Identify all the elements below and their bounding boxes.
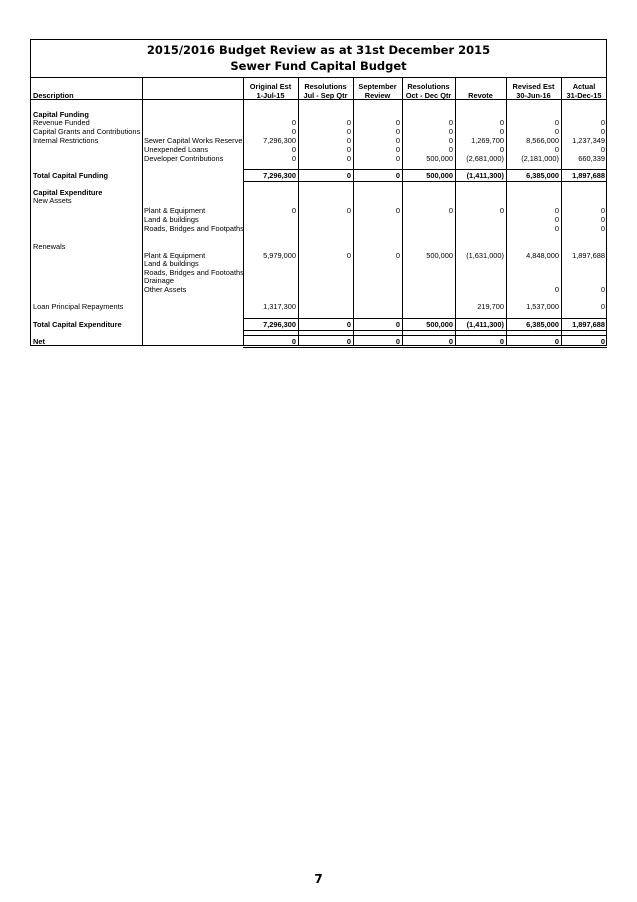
value-cell: 0	[346, 136, 351, 145]
value-cell: 0	[448, 118, 453, 127]
budget-table	[30, 39, 607, 346]
value-cell: 0	[395, 118, 400, 127]
value-cell: (1,411,300)	[466, 320, 504, 329]
value-cell: 0	[346, 127, 351, 136]
value-cell: 1,897,688	[572, 171, 605, 180]
value-cell: 0	[395, 171, 400, 180]
value-cell: 1,269,700	[471, 136, 504, 145]
value-cell: 1,237,349	[572, 136, 605, 145]
value-cell: 0	[554, 215, 559, 224]
value-cell: 0	[448, 337, 453, 346]
column-header: 30-Jun-16	[516, 91, 551, 100]
value-cell: 0	[600, 206, 605, 215]
title-line-1: 2015/2016 Budget Review as at 31st December 2015	[146, 43, 491, 57]
row-label: New Assets	[33, 196, 72, 205]
value-cell: 0	[395, 145, 400, 154]
value-cell: 0	[395, 136, 400, 145]
value-cell: 0	[499, 127, 504, 136]
column-header: Original Est	[249, 82, 292, 91]
row-sublabel: Plant & Equipment	[144, 251, 206, 260]
value-cell: 0	[291, 154, 296, 163]
value-cell: 0	[346, 320, 351, 329]
value-cell: 0	[346, 171, 351, 180]
value-cell: 0	[346, 154, 351, 163]
value-cell: 0	[499, 206, 504, 215]
row-label: Total Capital Funding	[33, 171, 108, 180]
column-header: Revised Est	[512, 82, 555, 91]
column-header: Oct - Dec Qtr	[405, 91, 452, 100]
value-cell: 5,979,000	[263, 251, 296, 260]
row-label: Loan Principal Repayments	[33, 302, 124, 311]
column-header: Resolutions	[304, 82, 347, 91]
value-cell: 0	[600, 224, 605, 233]
value-cell: 0	[554, 206, 559, 215]
value-cell: 0	[600, 337, 605, 346]
value-cell: 0	[395, 154, 400, 163]
row-sublabel: Roads, Bridges and Footpaths	[144, 224, 244, 233]
value-cell: 0	[291, 145, 296, 154]
value-cell: 8,566,000	[526, 136, 559, 145]
value-cell: 7,296,300	[263, 320, 296, 329]
row-label: Total Capital Expenditure	[33, 320, 122, 329]
row-sublabel: Unexpended Loans	[144, 145, 209, 154]
column-header: 1-Jul-15	[256, 91, 285, 100]
column-header: Jul - Sep Qtr	[303, 91, 348, 100]
title-line-2: Sewer Fund Capital Budget	[230, 59, 407, 73]
value-cell: 0	[448, 127, 453, 136]
row-label: Renewals	[33, 242, 66, 251]
column-header: September	[358, 82, 397, 91]
value-cell: 500,000	[426, 171, 453, 180]
value-cell: 0	[346, 251, 351, 260]
row-sublabel: Other Assets	[144, 285, 187, 294]
header-divider	[31, 99, 606, 100]
value-cell: 6,385,000	[526, 320, 559, 329]
value-cell: 0	[554, 285, 559, 294]
value-cell: 0	[499, 337, 504, 346]
row-sublabel: Drainage	[144, 276, 174, 285]
value-cell: 1,537,000	[526, 302, 559, 311]
value-cell: 1,317,300	[263, 302, 296, 311]
value-cell: 0	[346, 145, 351, 154]
value-cell: 0	[395, 127, 400, 136]
value-cell: 1,897,688	[572, 251, 605, 260]
value-cell: 0	[395, 320, 400, 329]
value-cell: 0	[346, 118, 351, 127]
value-cell: 0	[600, 285, 605, 294]
value-cell: 500,000	[426, 320, 453, 329]
value-cell: 0	[554, 224, 559, 233]
value-cell: 7,296,300	[263, 136, 296, 145]
total-rule	[243, 347, 607, 348]
value-cell: 500,000	[426, 154, 453, 163]
value-cell: 0	[600, 145, 605, 154]
value-cell: 4,848,000	[526, 251, 559, 260]
value-cell: 660,339	[578, 154, 605, 163]
value-cell: 6,385,000	[526, 171, 559, 180]
value-cell: 0	[600, 118, 605, 127]
column-header: Description	[33, 91, 74, 100]
total-rule	[243, 330, 607, 331]
value-cell: 0	[395, 337, 400, 346]
value-cell: 0	[291, 337, 296, 346]
row-label: Internal Restrictions	[33, 136, 99, 145]
row-label: Net	[33, 337, 45, 346]
value-cell: (2,681,000)	[466, 154, 504, 163]
row-sublabel: Sewer Capital Works Reserve	[144, 136, 243, 145]
total-rule	[243, 181, 607, 182]
row-sublabel: Developer Contributions	[144, 154, 224, 163]
column-header: 31-Dec-15	[566, 91, 602, 100]
value-cell: 0	[554, 127, 559, 136]
value-cell: 0	[448, 136, 453, 145]
value-cell: 0	[554, 118, 559, 127]
row-label: Capital Funding	[33, 110, 89, 119]
value-cell: 0	[346, 206, 351, 215]
value-cell: 500,000	[426, 251, 453, 260]
row-label: Capital Expenditure	[33, 188, 103, 197]
column-header: Revote	[468, 91, 493, 100]
column-header: Review	[364, 91, 391, 100]
value-cell: 0	[499, 118, 504, 127]
column-header: Resolutions	[407, 82, 450, 91]
total-rule	[243, 318, 607, 319]
column-divider	[142, 78, 143, 345]
value-cell: 0	[554, 145, 559, 154]
page-number: 7	[314, 872, 323, 886]
value-cell: 0	[600, 127, 605, 136]
row-sublabel: Roads, Bridges and Footoaths	[144, 268, 244, 277]
value-cell: 0	[499, 145, 504, 154]
row-sublabel: Plant & Equipment	[144, 206, 206, 215]
value-cell: 219,700	[477, 302, 504, 311]
value-cell: 0	[554, 337, 559, 346]
report-title	[31, 40, 606, 78]
row-sublabel: Land & buildings	[144, 215, 199, 224]
value-cell: 0	[448, 145, 453, 154]
value-cell: (1,631,000)	[466, 251, 504, 260]
value-cell: (1,411,300)	[466, 171, 504, 180]
column-header: Actual	[572, 82, 596, 91]
total-rule	[243, 169, 607, 170]
value-cell: 0	[448, 206, 453, 215]
value-cell: 0	[395, 251, 400, 260]
value-cell: 0	[291, 118, 296, 127]
row-label: Revenue Funded	[33, 118, 90, 127]
value-cell: 0	[395, 206, 400, 215]
value-cell: (2,181,000)	[521, 154, 559, 163]
value-cell: 0	[291, 127, 296, 136]
value-cell: 7,296,300	[263, 171, 296, 180]
value-cell: 0	[600, 302, 605, 311]
row-sublabel: Land & buildings	[144, 259, 199, 268]
value-cell: 1,897,688	[572, 320, 605, 329]
row-label: Capital Grants and Contributions	[33, 127, 141, 136]
value-cell: 0	[291, 206, 296, 215]
value-cell: 0	[346, 337, 351, 346]
total-rule	[243, 335, 607, 336]
value-cell: 0	[600, 215, 605, 224]
